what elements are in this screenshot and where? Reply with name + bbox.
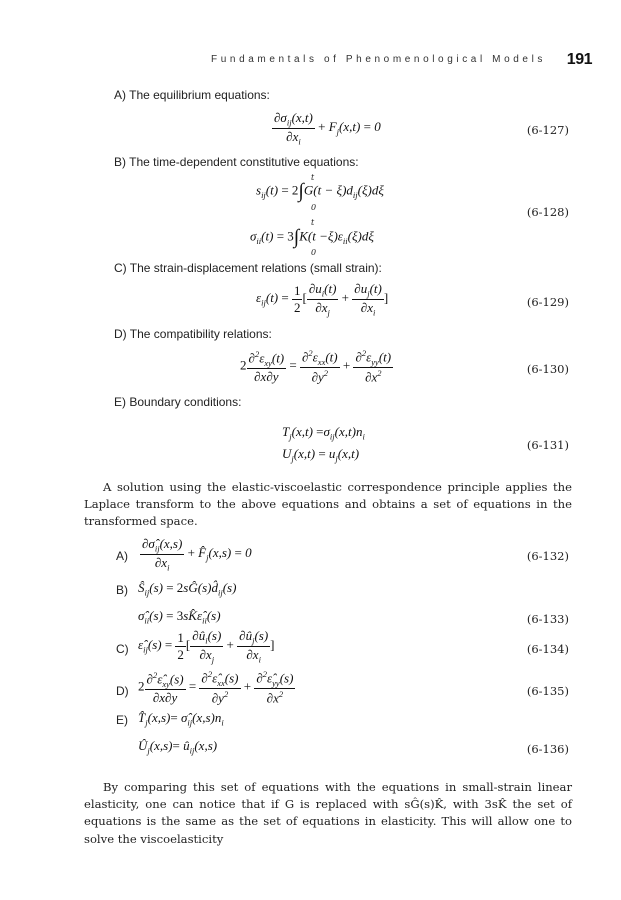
section-a-label: A) <box>114 88 126 102</box>
transformed-e-label: E) <box>116 713 128 727</box>
section-c-label: C) <box>114 261 127 275</box>
equation-6-128-bulk: $\sigma_{ii}(t) = 3\int K(t -\xi)\varepsilon_{ii}(\xi)d\xi$ <box>250 226 374 248</box>
equation-6-129: $\varepsilon_{ij}(t)$ = $\frac{1}{2}$ [ $\frac{\partial u_i(t)}{\partial x_j}$ + $\frac{\partial u_j(t)}{\partial x_i}$ ] <box>256 281 389 318</box>
paragraph-1-text: A solution using the elastic-viscoelastic correspondence principle applies the Laplace transform to the above equations and obtains a set of equations in the transformed space. <box>84 480 572 529</box>
equation-6-134: $\varepsilon̂_{ij}(s)$ = $\frac{1}{2}$ [ $\frac{\partial û_i(s)}{\partial x_j}$ + $\frac{\partial û_j(s)}{\partial x_i}$ ] <box>138 628 275 665</box>
equation-6-136-displacement: $Û_j(x,s)=$ $û_{ij}(x,s)$ <box>138 738 218 756</box>
section-d-label: D) <box>114 327 127 341</box>
section-e-title: Boundary conditions: <box>129 395 242 409</box>
section-d-heading <box>114 327 272 341</box>
equation-6-131-displacement: $U_j(x,t) = u_j(x,t)$ <box>282 446 360 464</box>
paragraph-2-text: By comparing this set of equations with the equations in small-strain linear elasticity, one can notice that if G is replaced with sĜ(s)K̂, with 3sK̂ the set of equations is the same as the set of equations in elasticity. This will allow one to solve the viscoelasticity <box>84 780 572 846</box>
eqnum-6-134: (6-134) <box>526 642 569 656</box>
equation-6-133-shear: $Ŝ_{ij}(s)$ = $2sĜ(s)d̂_{ij}(s)$ <box>138 580 237 598</box>
page: Fundamentals of Phenomenological Models 191 A) The equilibrium equations: $\frac{\partial\sigma_{ij}(x,t)}{\partial x_i}$ + $F_j(x,t) = 0$ (6-127) B) The time-dependent constitutive equations: $s_{ij}(t) = 2\int G(t - \xi)d_{ij}(\xi)d\xi$ t 0 (6-128) $\sigma_{ii}(t) = 3\int K(t -\xi)\varepsilon_{ii}(\xi)d\xi$ t 0 C) The strain-displacement relations (small strain): $\varepsilon_{ij}(t)$ = $\frac{1}{2}$ [ $\frac{\partial u_i(t)}{\partial x_j}$ + $\frac{\partial u_j(t)}{\partial x_i}$ ] (6-129) D) The compatibility relations: 2 $\frac{\partial^2\varepsilon_{xy}(t)}{\partial x\partial y}$ = $\frac{\partial^2\varepsilon_{xx}(t)}{\partial y^2}$ + $\frac{\partial^2\varepsilon_{yy}(t)}{\partial x^2}$ (6-130) E) Boundary conditions: $T_j(x,t) =\sigma_{ij}(x,t)n_i$ (6-131) $U_j(x,t) = u_j(x,t)$ A solution using the elastic-viscoelastic correspondence principle applies the Laplace transform to the above equations and obtains a set of equations in the transformed space. A) $\frac{\partial\sigmâ_{ij}(x,s)}{\partial x_i}$ + $F̂_j(x,s) = 0$ (6-132) B) $Ŝ_{ij}(s)$ = $2sĜ(s)d̂_{ij}(s)$ $\sigmâ_{ii}(s)$ = $3sK̂\varepsilon̂_{ii}(s)$ (6-133) C) $\varepsilon̂_{ij}(s)$ = $\frac{1}{2}$ [ $\frac{\partial û_i(s)}{\partial x_j}$ + $\frac{\partial û_j(s)}{\partial x_i}$ ] (6-134) D) 2 $\frac{\partial^2\varepsilon̂_{xy}(s)}{\partial x\partial y}$ = $\frac{\partial^2\varepsilon̂_{xx}(s)}{\partial y^2}$ + $\frac{\partial^2\varepsilon̂_{yy}(s)}{\partial x^2}$ (6-135) E) $T̂_j(x,s)=$ $\sigmâ_{ij}(x,s)n_i$ $Û_j(x,s)=$ $û_{ij}(x,s)$ (6-136) By comparing this set of equations with the equations in small-strain linear elasticity, one can notice that if G is replaced with sĜ(s)K̂, with 3sK̂ the set of equations is the same as the set of equations in elasticity. This will allow one to solve the viscoelasticity <box>0 0 621 900</box>
section-a-heading <box>114 88 270 102</box>
section-c-heading <box>114 261 382 275</box>
section-b-title: The time-dependent constitutive equations: <box>129 155 359 169</box>
eqnum-6-128: (6-128) <box>526 205 569 219</box>
equation-6-130: 2 $\frac{\partial^2\varepsilon_{xy}(t)}{\partial x\partial y}$ = $\frac{\partial^2\varepsilon_{xx}(t)}{\partial y^2}$ + $\frac{\partial^2\varepsilon_{yy}(t)}{\partial x^2}$ <box>240 348 392 385</box>
section-a-title: The equilibrium equations: <box>129 88 270 102</box>
section-b-label: B) <box>114 155 126 169</box>
running-header <box>211 51 600 72</box>
eqnum-6-130: (6-130) <box>526 362 569 376</box>
eqnum-6-136: (6-136) <box>526 742 569 756</box>
transformed-a-label: A) <box>116 549 128 563</box>
page-number: 191 <box>566 51 592 68</box>
eqnum-6-131: (6-131) <box>526 438 569 452</box>
equation-6-128-shear: $s_{ij}(t) = 2\int G(t - \xi)d_{ij}(\xi)d\xi$ <box>256 180 384 202</box>
section-b-heading <box>114 155 359 169</box>
equation-6-133-bulk: $\sigmâ_{ii}(s)$ = $3sK̂\varepsilon̂_{ii}(s)$ <box>138 608 221 626</box>
running-title: Fundamentals of Phenomenological Models <box>211 54 546 65</box>
transformed-c-label: C) <box>116 642 129 656</box>
section-c-title: The strain-displacement relations (small strain): <box>129 261 382 275</box>
eqnum-6-129: (6-129) <box>526 295 569 309</box>
equation-6-127: $\frac{\partial\sigma_{ij}(x,t)}{\partial x_i}$ + $F_j(x,t) = 0$ <box>274 110 381 147</box>
eqnum-6-132: (6-132) <box>526 549 569 563</box>
section-e-label: E) <box>114 395 126 409</box>
equation-6-131-traction: $T_j(x,t) =\sigma_{ij}(x,t)n_i$ <box>282 424 365 442</box>
transformed-b-label: B) <box>116 583 128 597</box>
equation-6-135: 2 $\frac{\partial^2\varepsilon̂_{xy}(s)}{\partial x\partial y}$ = $\frac{\partial^2\varepsilon̂_{xx}(s)}{\partial y^2}$ + $\frac{\partial^2\varepsilon̂_{yy}(s)}{\partial x^2}$ <box>138 669 294 706</box>
eqnum-6-127: (6-127) <box>526 123 569 137</box>
paragraph-correspondence <box>84 479 572 531</box>
transformed-d-label: D) <box>116 684 129 698</box>
eqnum-6-135: (6-135) <box>526 684 569 698</box>
equation-6-132: $\frac{\partial\sigmâ_{ij}(x,s)}{\partial x_i}$ + $F̂_j(x,s) = 0$ <box>142 536 252 573</box>
eqnum-6-133: (6-133) <box>526 612 569 626</box>
equation-6-136-traction: $T̂_j(x,s)=$ $\sigmâ_{ij}(x,s)n_i$ <box>138 710 224 728</box>
section-d-title: The compatibility relations: <box>129 327 272 341</box>
section-e-heading <box>114 395 241 409</box>
paragraph-comparison <box>84 779 572 848</box>
